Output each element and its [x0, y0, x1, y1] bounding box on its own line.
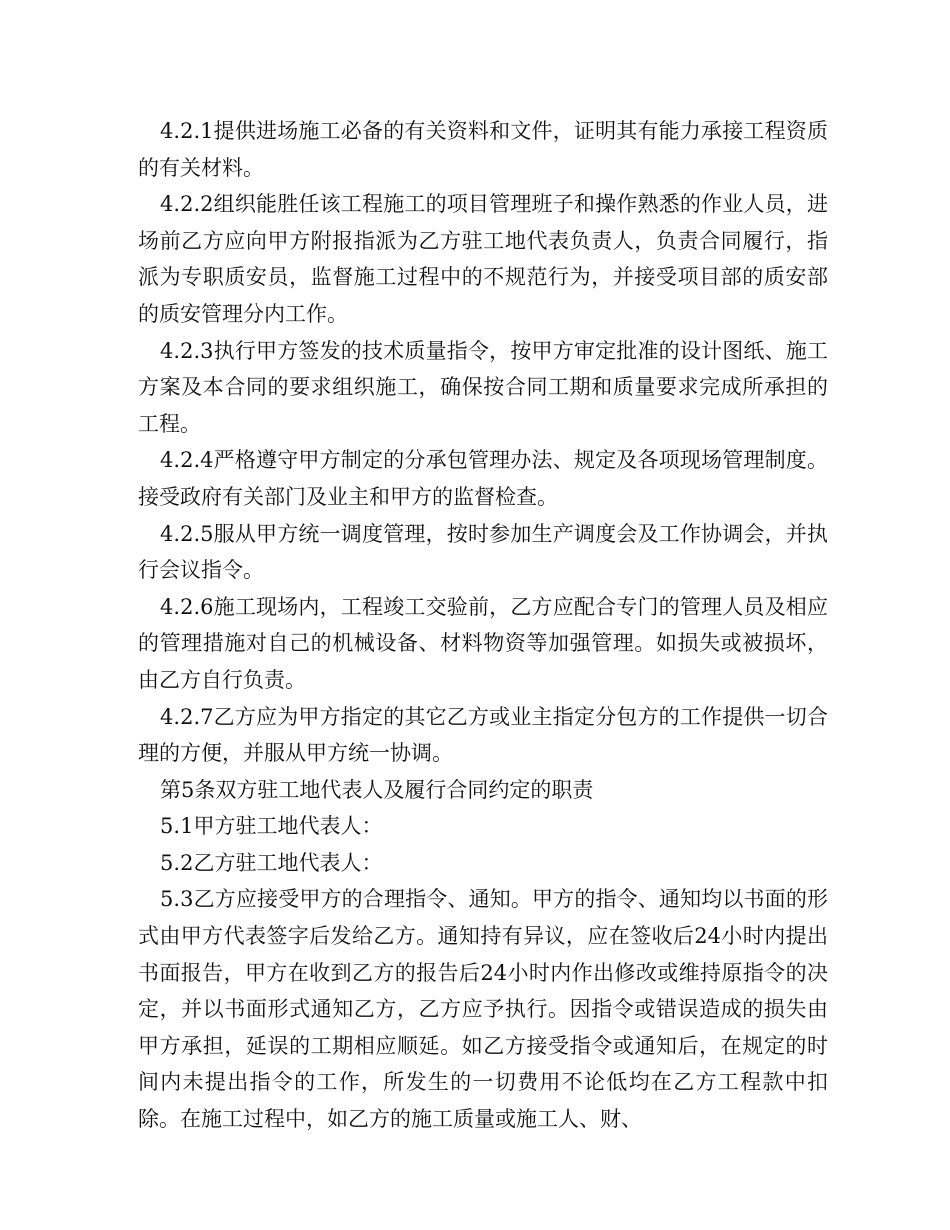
paragraph-4-2-3: 4.2.3执行甲方签发的技术质量指令，按甲方审定批准的设计图纸、施工方案及本合同的要求组织施工，确保按合同工期和质量要求完成所承担的工程。: [138, 338, 828, 436]
paragraph-5-1: 5.1甲方驻工地代表人：: [160, 814, 383, 839]
section-heading-article-5: 第5条双方驻工地代表人及履行合同约定的职责: [160, 777, 594, 802]
paragraph-5-2: 5.2乙方驻工地代表人：: [160, 850, 383, 875]
document-page: [138, 113, 828, 1138]
paragraph-4-2-1: 4.2.1提供进场施工必备的有关资料和文件，证明其有能力承接工程资质的有关材料。: [138, 119, 828, 180]
paragraph-5-3: 5.3乙方应接受甲方的合理指令、通知。甲方的指令、通知均以书面的形式由甲方代表签字后发给乙方。通知持有异议，应在签收后24小时内提出书面报告，甲方在收到乙方的报告后24小时内作出修改或维持原指令的决定，并以书面形式通知乙方，乙方应予执行。因指令或错误造成的损失由甲方承担，延误的工期相应顺延。如乙方接受指令或通知后，在规定的时间内未提出指令的工作，所发生的一切费用不论低均在乙方工程款中扣除。在施工过程中，如乙方的施工质量或施工人、财、: [138, 887, 828, 1132]
paragraph-4-2-5: 4.2.5服从甲方统一调度管理，按时参加生产调度会及工作协调会，并执行会议指令。: [138, 521, 828, 583]
paragraph-4-2-7: 4.2.7乙方应为甲方指定的其它乙方或业主指定分包方的工作提供一切合理的方便，并服从甲方统一协调。: [138, 704, 828, 766]
paragraph-4-2-6: 4.2.6施工现场内，工程竣工交验前，乙方应配合专门的管理人员及相应的管理措施对自己的机械设备、材料物资等加强管理。如损失或被损坏，由乙方自行负责。: [138, 594, 828, 692]
paragraph-4-2-4: 4.2.4严格遵守甲方制定的分承包管理办法、规定及各项现场管理制度。接受政府有关部门及业主和甲方的监督检查。: [138, 448, 828, 509]
paragraph-4-2-2: 4.2.2组织能胜任该工程施工的项目管理班子和操作熟悉的作业人员，进场前乙方应向甲方附报指派为乙方驻工地代表负责人，负责合同履行，指派为专职质安员，监督施工过程中的不规范行为，并接受项目部的质安部的质安管理分内工作。: [138, 192, 828, 326]
